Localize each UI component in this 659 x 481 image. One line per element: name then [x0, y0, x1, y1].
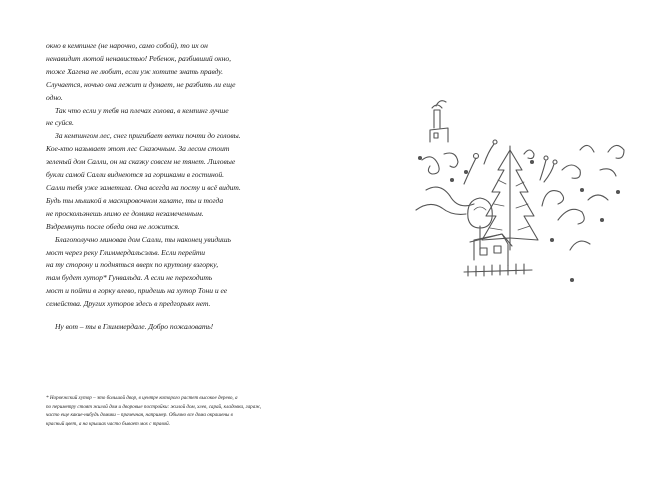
text-line: букли самой Салли виднеются за горшками в гостиной. — [46, 170, 225, 180]
text-line: окно в кемпинге (не нарочно, само собой), то их он — [46, 41, 208, 50]
village-illustration — [412, 100, 632, 296]
text-line: Будь ты мышкой в маскировочном халате, ты и тогда — [46, 195, 224, 205]
text-line: не проскользнешь мимо ее домика незамеченным. — [46, 208, 204, 218]
sprig-icon — [464, 140, 497, 184]
text-line: мост через реку Глиммердальсэльв. Если перейти — [46, 247, 206, 257]
text-line: Ну вот – ты в Глиммердале. Добро пожаловать! — [55, 322, 214, 332]
swirl-decoration-icon — [416, 153, 474, 214]
footnote — [46, 394, 316, 428]
text-line: За кемпингом лес, снег пригибает ветки почти до головы. — [55, 131, 241, 141]
left-page-text — [46, 40, 308, 334]
flower-tuft-icon — [540, 156, 557, 182]
text-line: Так что если у тебя на плечах голова, в кемпинг лучше — [55, 105, 229, 115]
curl-decoration-icon — [524, 145, 624, 281]
text-line: семейства. Других хуторов здесь в предгорьях нет. — [46, 299, 211, 309]
fir-tree-icon — [482, 146, 538, 250]
small-house-icon — [430, 101, 448, 142]
text-line: ненавидит лютой ненавистью! Ребенок, разбивший окно, — [46, 53, 231, 63]
footnote-line: по периметру стоят жилой дом и дворовые постройки: жилой дом, хлев, сарай, кладовка, гараж, — [46, 403, 262, 410]
text-line: зеленый дом Салли, он на сказку совсем не тянет. Лиловые — [46, 157, 236, 167]
text-line: Благополучно миновав дом Салли, ты наконец увидишь — [55, 234, 231, 244]
text-line: не суйся. — [46, 118, 74, 128]
text-line: Кое-кто называет этот лес Сказочным. За лесом стоит — [46, 144, 230, 154]
text-line: Случается, ночью она лежит и думает, не разбить ли еще — [46, 79, 236, 89]
footnote-line: часто еще какие-нибудь домики – прачечная, например. Обычно все дома окрашены в — [46, 412, 233, 419]
text-line: тоже Хагена не любит, если уж хотите знать правду. — [46, 66, 223, 76]
text-line: на ту сторону и подняться вверх по крутому взгорку, — [46, 260, 219, 270]
text-line: Салли тебя уже заметила. Она всегда на посту и всё видит. — [46, 182, 241, 192]
fenced-house-icon — [464, 234, 532, 276]
text-line: мост и пойти в горку влево, придешь на хутор Тони и ее — [46, 286, 228, 296]
text-line: там будет хутор* Гунвальда. А если не переходить — [46, 273, 213, 283]
footnote-line: * Норвежский хутор – это большой двор, в центре которого растет высокое дерево, а — [46, 395, 238, 401]
text-line: Вздремнуть после обеда она не ложится. — [46, 221, 180, 231]
text-line: одно. — [46, 92, 63, 102]
footnote-line: красный цвет, а на крышах часто бывает мох с травой. — [46, 420, 170, 427]
